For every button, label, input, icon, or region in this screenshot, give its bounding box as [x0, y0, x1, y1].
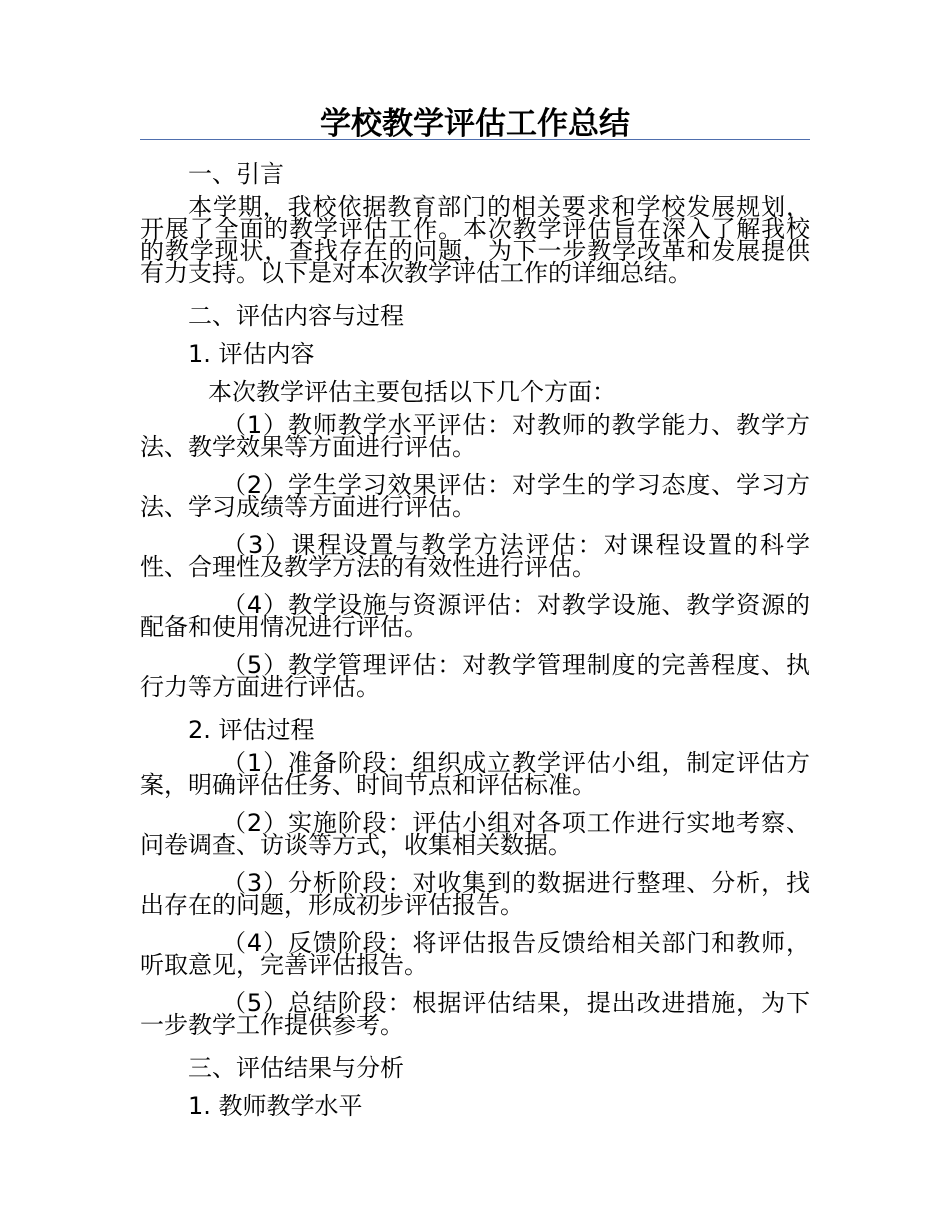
content-item: （5）教学管理评估：对教学管理制度的完善程度、执行力等方面进行评估。 — [140, 651, 810, 701]
subheading-content: 1. 评估内容 — [188, 340, 315, 368]
document-body — [140, 158, 810, 1128]
section-heading-results: 三、评估结果与分析 — [188, 1054, 404, 1082]
process-item: （1）准备阶段：组织成立教学评估小组，制定评估方案，明确评估任务、时间节点和评估标准。 — [140, 749, 810, 799]
content-intro-line: 本次教学评估主要包括以下几个方面： — [208, 378, 616, 406]
content-item: （4）教学设施与资源评估：对教学设施、教学资源的配备和使用情况进行评估。 — [140, 591, 810, 641]
intro-paragraph: 本学期，我校依据教育部门的相关要求和学校发展规划，开展了全面的教学评估工作。本次教学评估旨在深入了解我校的教学现状，查找存在的问题，为下一步教学改革和发展提供有力支持。以下是对本次教学评估工作的详细总结。 — [140, 193, 810, 287]
section-heading-content-process: 二、评估内容与过程 — [188, 302, 404, 330]
process-item: （5）总结阶段：根据评估结果，提出改进措施，为下一步教学工作提供参考。 — [140, 989, 810, 1039]
process-item: （4）反馈阶段：将评估报告反馈给相关部门和教师，听取意见，完善评估报告。 — [140, 929, 810, 979]
subheading-teacher-level: 1. 教师教学水平 — [188, 1092, 363, 1120]
process-item: （3）分析阶段：对收集到的数据进行整理、分析，找出存在的问题，形成初步评估报告。 — [140, 869, 810, 919]
section-heading-intro: 一、引言 — [188, 160, 284, 188]
content-item: （3）课程设置与教学方法评估：对课程设置的科学性、合理性及教学方法的有效性进行评估。 — [140, 531, 810, 581]
content-item: （1）教师教学水平评估：对教师的教学能力、教学方法、教学效果等方面进行评估。 — [140, 411, 810, 461]
subheading-process: 2. 评估过程 — [188, 716, 315, 744]
content-item: （2）学生学习效果评估：对学生的学习态度、学习方法、学习成绩等方面进行评估。 — [140, 471, 810, 521]
document-title: 学校教学评估工作总结 — [320, 106, 630, 142]
process-item: （2）实施阶段：评估小组对各项工作进行实地考察、问卷调查、访谈等方式，收集相关数据。 — [140, 809, 810, 859]
title-underline — [140, 139, 810, 140]
